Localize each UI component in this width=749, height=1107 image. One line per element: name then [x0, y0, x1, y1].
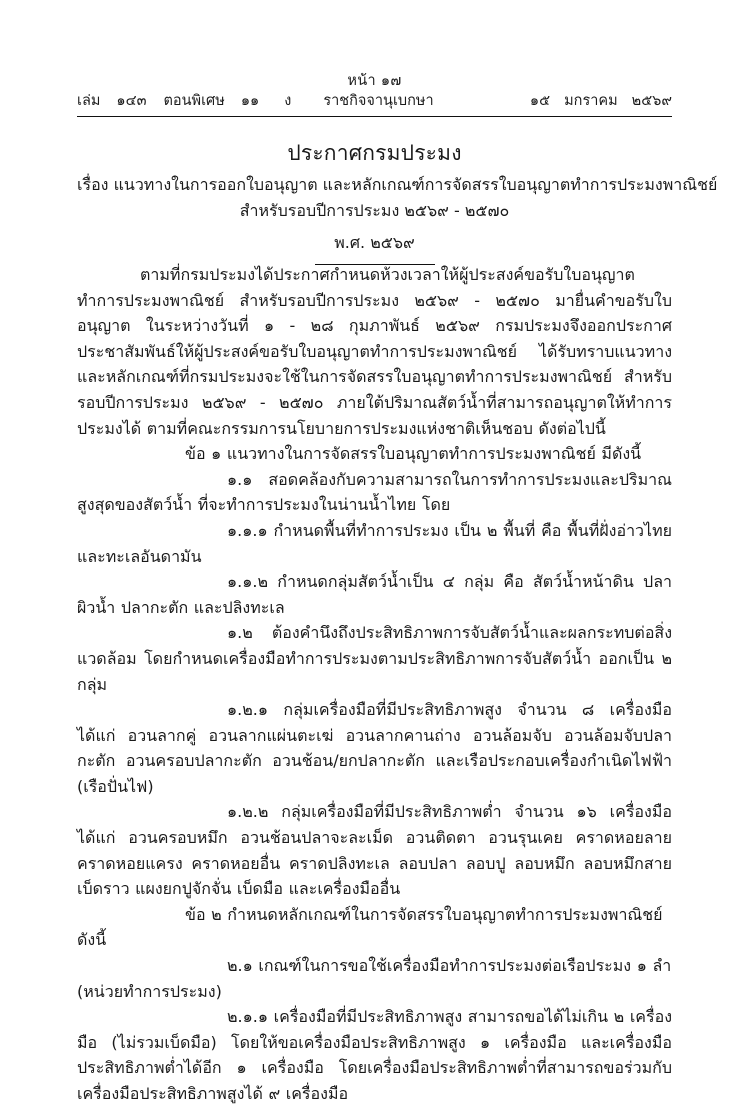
document-title: ประกาศกรมประมง: [287, 141, 462, 165]
preamble-paragraph: ตามที่กรมประมงได้ประกาศกำหนดห้วงเวลาให้ผู้ประสงค์ขอรับใบอนุญาตทำการประมงพาณิชย์ สำหรับรอบปีการประมง ๒๕๖๙ - ๒๕๗๐ มายื่นคำขอรับใบอนุญาต ในระหว่างวันที่ ๑ - ๒๘ กุมภาพันธ์ ๒๕๖๙ กรมประมงจึงออกประกาศประชาสัมพันธ์ให้ผู้ประสงค์ขอรับใบอนุญาตทำการประมงพาณิชย์ ได้รับทราบแนวทางและหลักเกณฑ์ที่กรมประมงจะใช้ในการจัดสรรใบอนุญาตทำการประมงพาณิชย์ สำหรับรอบปีการประมง ๒๕๖๙ - ๒๕๗๐ ภายใต้ปริมาณสัตว์น้ำที่สามารถอนุญาตให้ทำการประมงได้ ตามที่คณะกรรมการนโยบายการประมงแห่งชาติเห็นชอบ ดังต่อไปนี้: [77, 265, 672, 438]
clause-2-1: ๒.๑ เกณฑ์ในการขอใช้เครื่องมือทำการประมงต่อเรือประมง ๑ ลำ (หน่วยทำการประมง): [77, 956, 672, 1001]
document-body: [77, 262, 672, 1107]
clause-1-1: ๑.๑ สอดคล้องกับความสามารถในการทำการประมงและปริมาณสูงสุดของสัตว์น้ำ ที่จะทำการประมงในน่านน้ำไทย โดย: [77, 469, 672, 515]
publish-month: มกราคม: [564, 93, 618, 109]
page-number-line: หน้า ๑๗: [347, 73, 402, 89]
gazette-name: ราชกิจจานุเบกษา: [323, 93, 434, 109]
document-act-year: พ.ศ. ๒๕๖๙: [334, 233, 415, 252]
clause-2-1-1: ๒.๑.๑ เครื่องมือที่มีประสิทธิภาพสูง สามารถขอได้ไม่เกิน ๒ เครื่องมือ (ไม่รวมเบ็ดมือ) โดยให้ขอเครื่องมือประสิทธิภาพสูง ๑ เครื่องมือ และเครื่องมือประสิทธิภาพต่ำได้อีก ๑ เครื่องมือ โดยเครื่องมือประสิทธิภาพต่ำที่สามารถขอร่วมกับเครื่องมือประสิทธิภาพสูงได้ ๙ เครื่องมือ: [77, 1007, 672, 1103]
title-block: [77, 138, 718, 265]
clause-1-1-2: ๑.๑.๒ กำหนดกลุ่มสัตว์น้ำเป็น ๔ กลุ่ม คือ สัตว์น้ำหน้าดิน ปลาผิวน้ำ ปลากะตัก และปลิงทะเล: [77, 572, 672, 617]
section-letter: ง: [284, 93, 292, 109]
clause-1-2-1: ๑.๒.๑ กลุ่มเครื่องมือที่มีประสิทธิภาพสูง จำนวน ๘ เครื่องมือ ได้แก่ อวนลากคู่ อวนลากแผ่นตะเฆ่ อวนลากคานถ่าง อวนล้อมจับ อวนล้อมจับปลากะตัก อวนครอบปลากะตัก อวนช้อน/ยกปลากะตัก และเรือประกอบเครื่องกำเนิดไฟฟ้า (เรือปั่นไฟ): [77, 700, 672, 796]
clause-1-2-2: ๑.๒.๒ กลุ่มเครื่องมือที่มีประสิทธิภาพต่ำ จำนวน ๑๖ เครื่องมือ ได้แก่ อวนครอบหมึก อวนช้อนปลาจะละเม็ด อวนติดตา อวนรุนเคย คราดหอยลาย คราดหอยแครง คราดหอยอื่น คราดปลิงทะเล ลอบปลา ลอบปู ลอบหมึก ลอบหมึกสาย เบ็ดราว แผงยกปูจักจั่น เบ็ดมือ และเครื่องมืออื่น: [77, 802, 672, 899]
issue-number: ๑๑: [240, 93, 260, 109]
header-divider-rule: [77, 116, 672, 117]
clause-1: ข้อ ๑ แนวทางในการจัดสรรใบอนุญาตทำการประมงพาณิชย์ มีดังนี้: [185, 444, 642, 464]
clause-1-2: ๑.๒ ต้องคำนึงถึงประสิทธิภาพการจับสัตว์น้ำและผลกระทบต่อสิ่งแวดล้อม โดยกำหนดเครื่องมือทำการประมงตามประสิทธิภาพการจับสัตว์น้ำ ออกเป็น ๒ กลุ่ม: [77, 623, 672, 694]
header-main-row: [77, 91, 672, 111]
volume-label: เล่ม: [77, 93, 101, 109]
publish-year: ๒๕๖๙: [631, 93, 672, 109]
special-label: ตอนพิเศษ: [163, 93, 225, 109]
clause-2: ข้อ ๒ กำหนดหลักเกณฑ์ในการจัดสรรใบอนุญาตทำการประมงพาณิชย์ ดังนี้: [77, 904, 663, 950]
publish-day: ๑๕: [529, 93, 551, 109]
clause-1-1-1: ๑.๑.๑ กำหนดพื้นที่ทำการประมง เป็น ๒ พื้นที่ คือ พื้นที่ฝั่งอ่าวไทย และทะเลอันดามัน: [77, 520, 672, 566]
document-subject-line-1: เรื่อง แนวทางในการออกใบอนุญาต และหลักเกณฑ์การจัดสรรใบอนุญาตทำการประมงพาณิชย์: [77, 175, 718, 194]
volume-number: ๑๔๓: [116, 93, 147, 109]
gazette-running-header: [77, 72, 672, 111]
document-subject-line-2: สำหรับรอบปีการประมง ๒๕๖๙ - ๒๕๗๐: [239, 201, 510, 220]
